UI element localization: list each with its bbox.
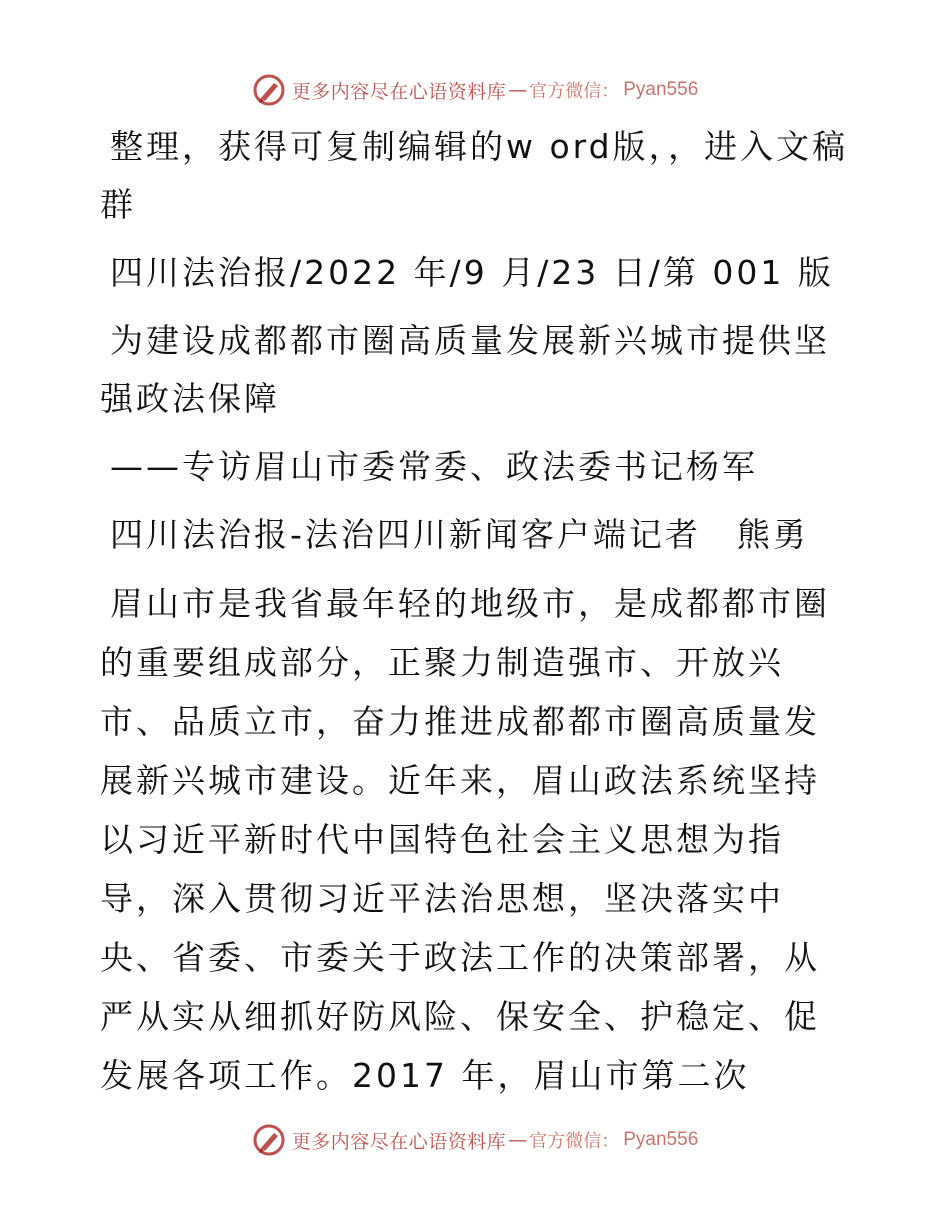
pen-logo-icon bbox=[252, 73, 286, 107]
document-body bbox=[100, 118, 850, 1115]
watermark-account: Pyan556 bbox=[623, 1129, 699, 1150]
watermark-account: Pyan556 bbox=[623, 79, 699, 100]
footer-watermark bbox=[0, 1120, 950, 1160]
watermark-separator: — bbox=[508, 1129, 528, 1151]
header-watermark bbox=[0, 70, 950, 110]
watermark-separator: — bbox=[508, 79, 528, 101]
byline: 四川法治报-法治四川新闻客户端记者 熊勇 bbox=[110, 515, 809, 554]
watermark-site-text: 更多内容尽在心语资料库 bbox=[291, 1130, 507, 1153]
body-paragraph: 眉山市是我省最年轻的地级市，是成都都市圈的重要组成部分，正聚力制造强市、开放兴市、品质立市，奋力推进成都都市圈高质量发展新兴城市建设。近年来，眉山政法系统坚持以习近平新时代中国特色社会主义思想为指导，深入贯彻习近平法治思想，坚决落实中央、省委、市委关于政法工作的决策部署，从严从实从细抓好防风险、保安全、护稳定、促发展各项工作。2017 年，眉山市第二次 bbox=[100, 584, 830, 1095]
intro-paragraph: 整理，获得可复制编辑的w ord版，，进入文稿群 bbox=[100, 127, 849, 224]
subheadline: ——专访眉山市委常委、政法委书记杨军 bbox=[110, 447, 758, 486]
watermark-label: 官方微信： bbox=[529, 81, 620, 102]
headline: 为建设成都都市圈高质量发展新兴城市提供坚强政法保障 bbox=[100, 321, 830, 418]
watermark-site-text: 更多内容尽在心语资料库 bbox=[291, 80, 507, 103]
watermark-label: 官方微信： bbox=[529, 1131, 620, 1152]
source-line: 四川法治报/2022 年/9 月/23 日/第 001 版 bbox=[110, 253, 834, 292]
pen-logo-icon bbox=[252, 1123, 286, 1157]
